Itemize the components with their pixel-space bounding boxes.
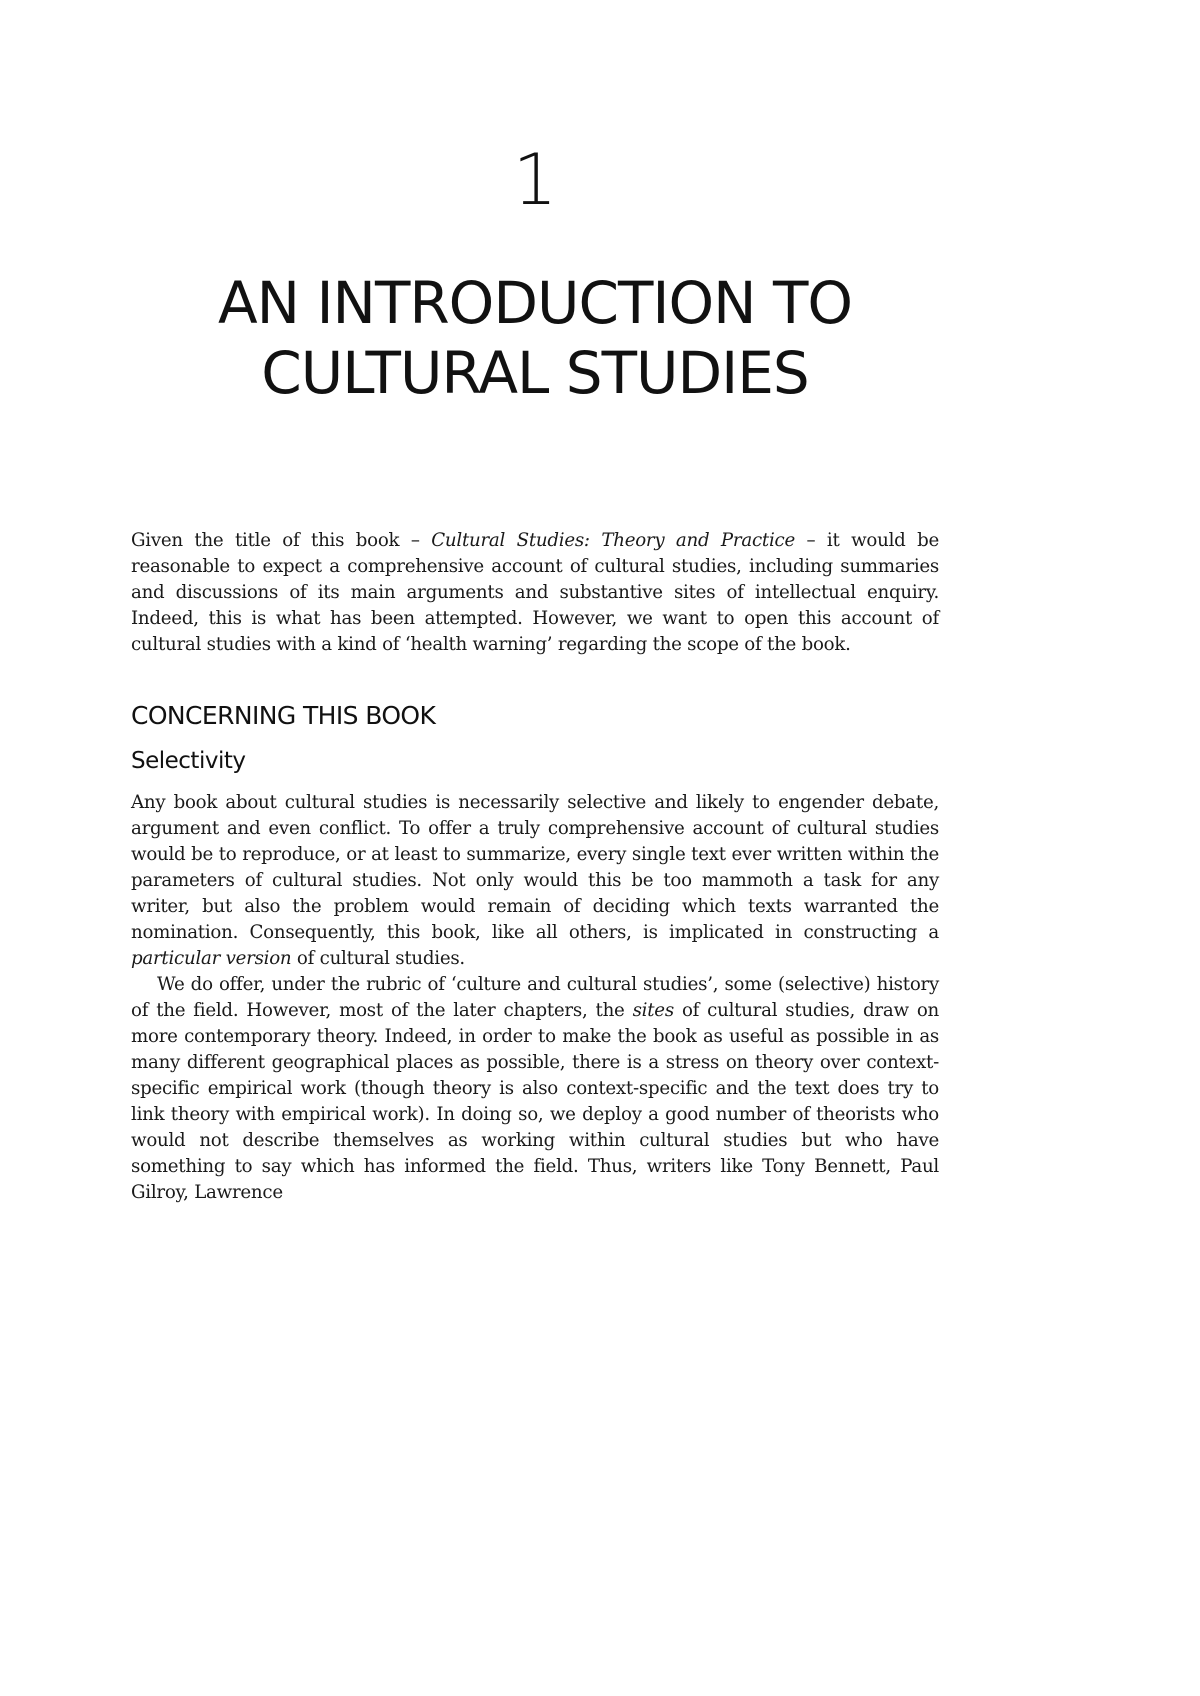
subsection-heading: Selectivity [131, 748, 246, 774]
chapter-title-line-2: CULTURAL STUDIES [261, 339, 809, 407]
intro-text-end: – it would be reasonable to expect a comprehensive account of cultural studies, including summaries and discussions of its main arguments and substantive sites of intellectual enquiry. Indeed, this is what has been attempted. However, we want to open this account of cultural studies with a kind of ‘health warning’ regarding the scope of the book. [131, 530, 939, 655]
intro-text [131, 528, 939, 658]
paragraph-1-italic: particular version [131, 948, 292, 969]
paragraph-2-start: We do offer, under the rubric of ‘culture and cultural studies’, some (selective) history of the field. However, most of the later chapters, the [131, 974, 939, 1021]
chapter-title-line-1: AN INTRODUCTION TO [217, 269, 853, 337]
paragraph-1-end: of cultural studies. [291, 948, 465, 969]
paragraph-1-start: Any book about cultural studies is necessarily selective and likely to engender debate, argument and even conflict. To offer a truly comprehensive account of cultural studies would be to reproduce, or at least to summarize, every single text ever written within the parameters of cultural studies. Not only would this be too mammoth a task for any writer, but also the problem would remain of deciding which texts warranted the nomination. Consequently, this book, like all others, is implicated in constructing a [131, 792, 939, 943]
chapter-number: 1 [512, 139, 558, 221]
body-paragraph-2 [131, 972, 939, 1206]
paragraph-2-end: of cultural studies, draw on more contemporary theory. Indeed, in order to make the book as useful as possible in as many different geographical places as possible, there is a stress on theory over context-specific empirical work (though theory is also context-specific and the text does try to link theory with empirical work). In doing so, we deploy a good number of theorists who would not describe themselves as working within cultural studies but who have something to say which has informed the field. Thus, writers like Tony Bennett, Paul Gilroy, Lawrence [131, 1000, 939, 1203]
intro-paragraph [131, 528, 939, 658]
intro-text-start: Given the title of this book – [131, 530, 432, 551]
section-heading: CONCERNING THIS BOOK [131, 701, 436, 730]
body-text [131, 790, 939, 1206]
chapter-title [150, 268, 920, 408]
book-title-italic: Cultural Studies: Theory and Practice [431, 530, 795, 551]
body-paragraph-1 [131, 790, 939, 972]
paragraph-2-italic: sites [632, 1000, 674, 1021]
